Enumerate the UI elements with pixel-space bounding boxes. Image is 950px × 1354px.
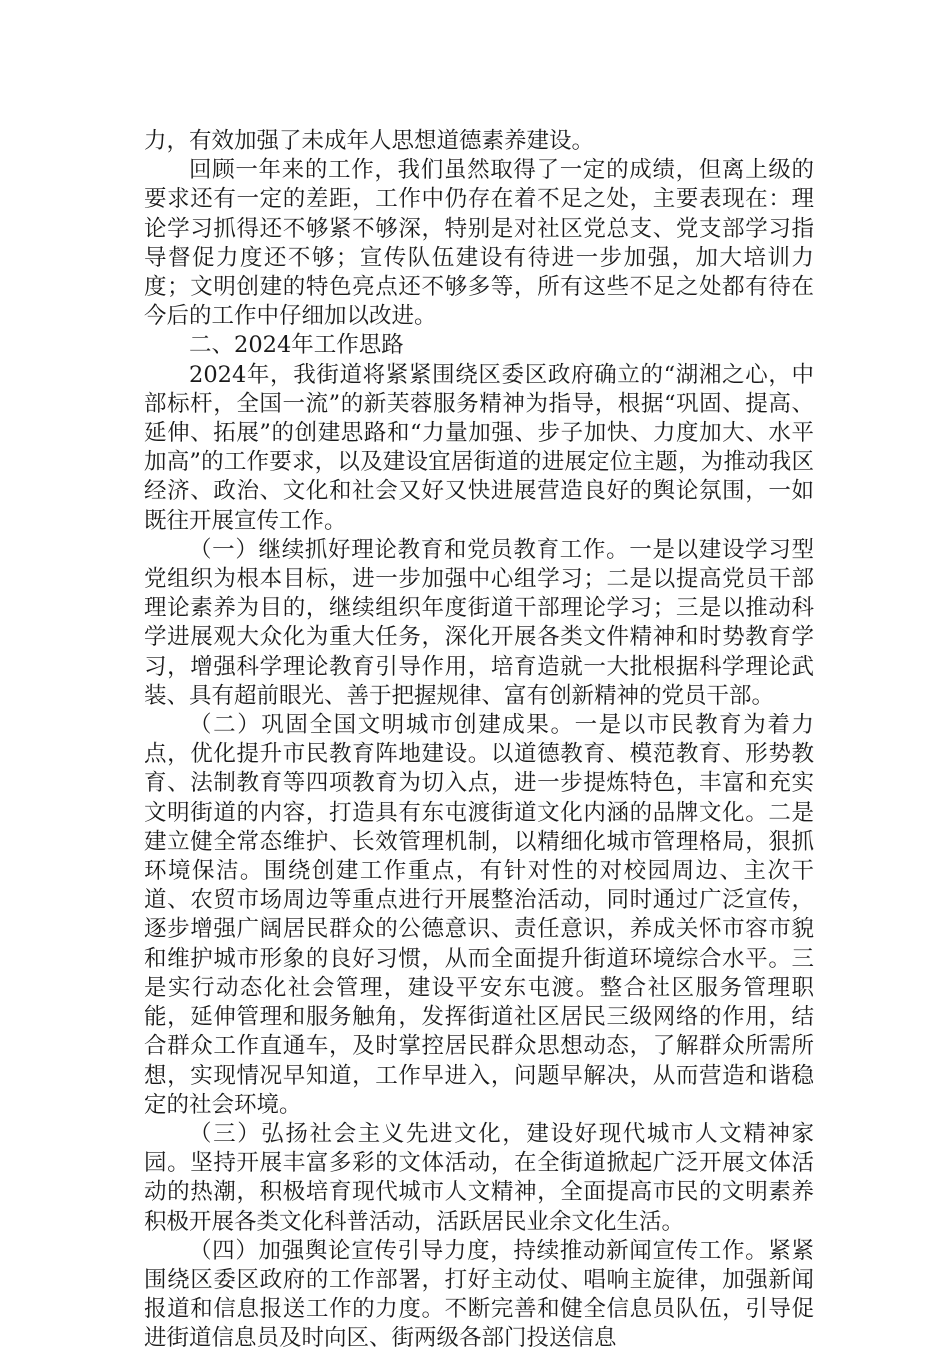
paragraph-item-2: （二）巩固全国文明城市创建成果。一是以市民教育为着力点，优化提升市民教育阵地建设。以道德教育、模范教育、形势教育、法制教育等四项教育为切入点，进一步提炼特色，丰富和充实文明街道的内容，打造具有东屯渡街道文化内涵的品牌文化。二是建立健全常态维护、长效管理机制，以精细化城市管理格局，狠抓环境保洁。围绕创建工作重点，有针对性的对校园周边、主次干道、农贸市场周边等重点进行开展整治活动，同时通过广泛宣传，逐步增强广阔居民群众的公德意识、责任意识，养成关怀市容市貌和维护城市形象的良好习惯，从而全面提升街道环境综合水平。三是实行动态化社会管理，建设平安东屯渡。整合社区服务管理职能，延伸管理和服务触角，发挥街道社区居民三级网络的作用，结合群众工作直通车，及时掌控居民群众思想动态，了解群众所需所想，实现情况早知道，工作早进入，问题早解决，从而营造和谐稳定的社会环境。 bbox=[144, 712, 814, 1118]
paragraph-continuation: 力，有效加强了未成年人思想道德素养建设。 bbox=[144, 128, 595, 154]
paragraph-work-plan: 2024年，我街道将紧紧围绕区委区政府确立的“湖湘之心，中部标杆，全国一流”的新芙蓉服务精神为指导，根据“巩固、提高、延伸、拓展”的创建思路和“力量加强、步子加快、力度加大、水平加高”的工作要求，以及建设宜居街道的进展定位主题，为推动我区经济、政治、文化和社会又好又快进展营造良好的舆论氛围，一如既往开展宣传工作。 bbox=[144, 361, 814, 534]
paragraph-item-1: （一）继续抓好理论教育和党员教育工作。一是以建设学习型党组织为根本目标，进一步加强中心组学习；二是以提高党员干部理论素养为目的，继续组织年度街道干部理论学习；三是以推动科学进展观大众化为重大任务，深化开展各类文件精神和时势教育学习，增强科学理论教育引导作用，培育造就一大批根据科学理论武装、具有超前眼光、善于把握规律、富有创新精神的党员干部。 bbox=[144, 536, 814, 709]
paragraph-review: 回顾一年来的工作，我们虽然取得了一定的成绩，但离上级的要求还有一定的差距，工作中仍存在着不足之处，主要表现在：理论学习抓得还不够紧不够深，特别是对社区党总支、党支部学习指导督促力度还不够；宣传队伍建设有待进一步加强，加大培训力度；文明创建的特色亮点还不够多等，所有这些不足之处都有待在今后的工作中仔细加以改进。 bbox=[144, 157, 814, 330]
section-heading: 二、2024年工作思路 bbox=[189, 332, 404, 359]
document-body bbox=[144, 127, 814, 1354]
paragraph-item-3: （三）弘扬社会主义先进文化，建设好现代城市人文精神家园。坚持开展丰富多彩的文体活动，在全街道掀起广泛开展文体活动的热潮，积极培育现代城市人文精神，全面提高市民的文明素养积极开展各类文化科普活动，活跃居民业余文化生活。 bbox=[144, 1120, 814, 1235]
paragraph-item-4: （四）加强舆论宣传引导力度，持续推动新闻宣传工作。紧紧围绕区委区政府的工作部署，打好主动仗、唱响主旋律，加强新闻报道和信息报送工作的力度。不断完善和健全信息员队伍，引导促进街道信息员及时向区、街两级各部门投送信息 bbox=[144, 1237, 814, 1352]
